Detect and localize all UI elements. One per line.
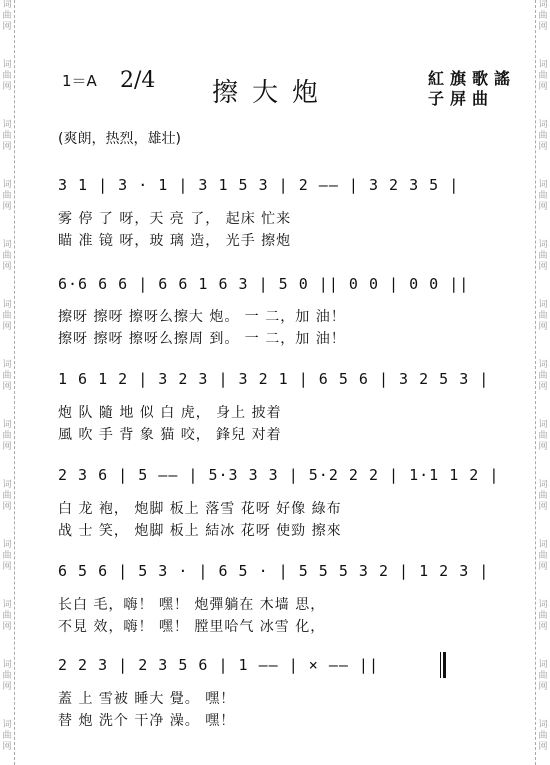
lyric-line-verse-1: 白 龙 袍， 炮脚 板上 落雪 花呀 好像 綠布 [58, 501, 342, 517]
watermark-text: 词曲网 [538, 0, 548, 32]
watermark-text: 词曲网 [538, 720, 548, 752]
lyric-line-verse-2: 战 士 笑， 炮脚 板上 結冰 花呀 使勁 擦來 [58, 523, 342, 539]
watermark-text: 词曲网 [538, 240, 548, 272]
watermark-text: 词曲网 [2, 0, 12, 32]
watermark-text: 词曲网 [538, 420, 548, 452]
key-signature: 1＝A [62, 72, 97, 90]
right-margin-watermark [535, 0, 550, 765]
lyric-line-verse-2: 擦呀 擦呀 擦呀么擦周 到。 一 二，加 油！ [58, 331, 346, 347]
lyricist-credit: 紅旗歌謠 [428, 69, 517, 88]
watermark-text: 词曲网 [2, 540, 12, 572]
watermark-text: 词曲网 [2, 480, 12, 512]
notation-line: 1 6 1 2 | 3 2 3 | 3 2 1 | 6 5 6 | 3 2 5 3 | [58, 370, 490, 388]
watermark-text: 词曲网 [538, 660, 548, 692]
watermark-text: 词曲网 [538, 300, 548, 332]
lyric-line-verse-1: 炮 队 隨 地 似 白 虎， 身上 披着 [58, 405, 282, 421]
lyric-line-verse-2: 風 吹 手 背 象 猫 咬， 鋒兒 对着 [58, 427, 282, 443]
watermark-text: 词曲网 [538, 600, 548, 632]
notation-line: 3 1 | 3 · 1 | 3 1 5 3 | 2 —— | 3 2 3 5 | [58, 176, 460, 194]
watermark-text: 词曲网 [538, 480, 548, 512]
lyric-line-verse-1: 雾 停 了 呀，天 亮 了， 起床 忙来 [58, 211, 292, 227]
time-signature: 2/4 [120, 68, 156, 93]
notation-line: 2 2 3 | 2 3 5 6 | 1 —— | × —— || [58, 656, 379, 674]
watermark-text: 词曲网 [2, 420, 12, 452]
watermark-text: 词曲网 [538, 540, 548, 572]
watermark-text: 词曲网 [538, 180, 548, 212]
watermark-text: 词曲网 [2, 660, 12, 692]
watermark-text: 词曲网 [2, 60, 12, 92]
notation-line: 6·6 6 6 | 6 6 1 6 3 | 5 0 || 0 0 | 0 0 || [58, 275, 470, 293]
watermark-text: 词曲网 [2, 300, 12, 332]
lyric-line-verse-2: 替 炮 洗个 干净 澡。 嘿！ [58, 713, 236, 729]
watermark-text: 词曲网 [2, 600, 12, 632]
watermark-text: 词曲网 [2, 360, 12, 392]
notation-line: 2 3 6 | 5 —— | 5·3 3 3 | 5·2 2 2 | 1·1 1 2 | [58, 466, 500, 484]
final-barline-thick [443, 652, 446, 678]
lyric-line-verse-1: 擦呀 擦呀 擦呀么擦大 炮。 一 二，加 油！ [58, 309, 346, 325]
lyric-line-verse-1: 蓋 上 雪被 睡大 覺。 嘿！ [58, 691, 236, 707]
watermark-text: 词曲网 [2, 180, 12, 212]
watermark-text: 词曲网 [2, 240, 12, 272]
lyric-line-verse-2: 不見 效，嗨！ 嘿！ 膛里哈气 冰雪 化， [58, 619, 326, 635]
notation-line: 6 5 6 | 5 3 · | 6 5 · | 5 5 5 3 2 | 1 2 3 | [58, 562, 490, 580]
watermark-text: 词曲网 [538, 120, 548, 152]
watermark-text: 词曲网 [2, 720, 12, 752]
watermark-text: 词曲网 [538, 60, 548, 92]
tempo-marking: (爽朗，热烈，雄壮) [58, 131, 181, 147]
composer-credit: 子屏曲 [428, 89, 495, 108]
final-barline-thin [440, 652, 441, 678]
watermark-text: 词曲网 [538, 360, 548, 392]
lyric-line-verse-2: 瞄 准 镜 呀，玻 璃 造， 光手 擦炮 [58, 233, 292, 249]
watermark-text: 词曲网 [2, 120, 12, 152]
song-title: 擦大炮 [212, 78, 333, 108]
lyric-line-verse-1: 长白 毛，嗨！ 嘿！ 炮彈躺在 木墙 思， [58, 597, 326, 613]
left-margin-watermark [0, 0, 15, 765]
